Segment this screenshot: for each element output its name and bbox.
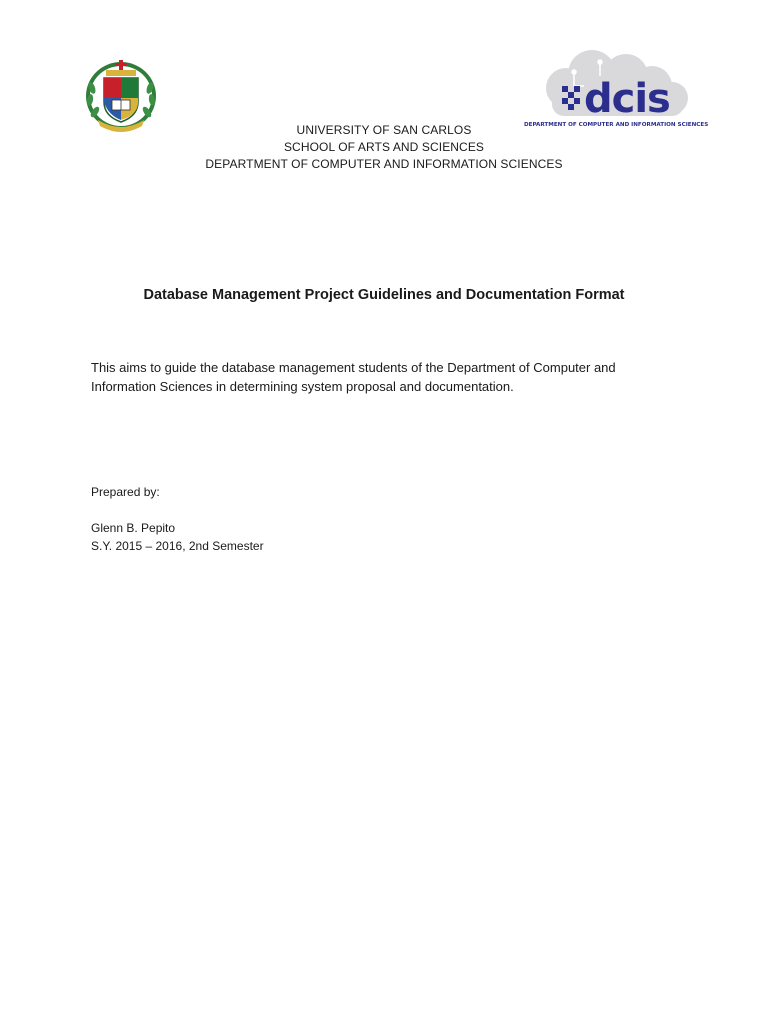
dcis-logo (522, 46, 714, 132)
institution-header (0, 122, 768, 173)
university-name: UNIVERSITY OF SAN CARLOS (296, 123, 472, 137)
prepared-by-label: Prepared by: (91, 485, 160, 499)
intro-line-2: Information Sciences in determining system proposal and documentation. (91, 379, 514, 394)
author-name: Glenn B. Pepito (91, 521, 176, 535)
author-block (91, 519, 264, 555)
department-name: DEPARTMENT OF COMPUTER AND INFORMATION SCIENCES (205, 157, 563, 171)
intro-line-1: This aims to guide the database management students of the Department of Computer and (91, 360, 616, 375)
dcis-logo-icon (522, 46, 714, 132)
document-title: Database Management Project Guidelines and Documentation Format (143, 287, 625, 303)
intro-paragraph (91, 358, 691, 396)
dcis-tagline: DEPARTMENT OF COMPUTER AND INFORMATION SCIENCES (524, 122, 709, 128)
school-name: SCHOOL OF ARTS AND SCIENCES (283, 140, 485, 154)
school-year-term: S.Y. 2015 – 2016, 2nd Semester (91, 539, 264, 553)
dcis-wordmark: dcis (584, 76, 670, 122)
